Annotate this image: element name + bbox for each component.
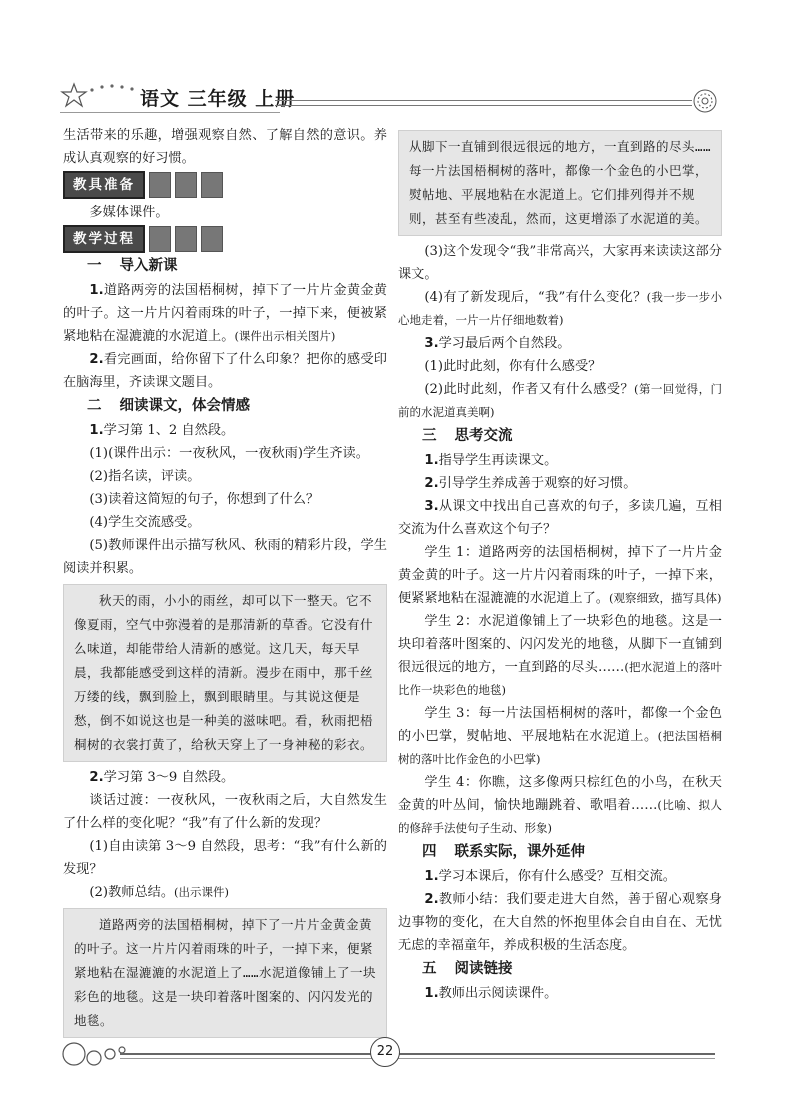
- intro-text: 生活带来的乐趣，增强观察自然、了解自然的意识。养成认真观察的好习惯。: [63, 128, 387, 166]
- student-answer: 学生 1：道路两旁的法国梧桐树，掉下了一片片金黄金黄的叶子。这一片片闪着雨珠的叶子，一掉下来，便紧紧地粘在湿漉漉的水泥道上了。(观察细致，描写具体): [398, 545, 722, 606]
- star-decoration-icon: [60, 78, 140, 114]
- excerpt-box: 秋天的雨，小小的雨丝，却可以下一整天。它不像夏雨，空气中弥漫着的是那清新的草香。它没有什么味道，却能带给人清新的感觉。这几天，每天早晨，我都能感受到这样的清新。漫步在雨中，那千丝万缕的线，飘到脸上，飘到眼睛里。与其说这便是愁，倒不如说这也是一种美的滋味吧。看，秋雨把梧桐树的衣裳打黄了，给秋天穿上了一身神秘的彩衣。: [63, 584, 387, 762]
- label-square: [201, 226, 223, 252]
- section-heading-2: 二 细读课文，体会情感: [87, 398, 250, 414]
- excerpt-box: 从脚下一直铺到很远很远的地方，一直到路的尽头……每一片法国梧桐树的落叶，都像一个金色的小巴掌，熨帖地、平展地粘在水泥道上。它们排列得并不规则，甚至有些凌乱，然而，这更增添了水泥道的美。: [398, 130, 722, 236]
- list-item: (2)此时此刻，作者又有什么感受？(第一回觉得，门前的水泥道真美啊): [398, 382, 722, 419]
- section-heading-3: 三 思考交流: [422, 428, 513, 444]
- paragraph: 2.教师小结：我们要走进大自然，善于留心观察身边事物的变化，在大自然的怀抱里体会自由自在、无忧无虑的幸福童年，养成积极的生活态度。: [398, 892, 722, 953]
- process-label: 教学过程: [63, 225, 145, 253]
- section-heading-1: 一 导入新课: [87, 258, 178, 274]
- list-item: (1)此时此刻，你有什么感受？: [424, 359, 602, 374]
- list-item: (1)自由读第 3～9 自然段，思考：“我”有什么新的发现？: [63, 839, 387, 877]
- header-underline: [60, 112, 280, 113]
- page-header: [0, 0, 800, 120]
- paragraph: 3.从课文中找出自己喜欢的句子，多读几遍，互相交流为什么喜欢这个句子？: [398, 499, 722, 537]
- student-answer: 学生 2：水泥道像铺上了一块彩色的地毯。这是一块印着落叶图案的、闪闪发光的地毯，从脚下一直铺到很远很远的地方，一直到路的尽头……(把水泥道上的落叶比作一块彩色的地毯): [398, 614, 722, 697]
- list-item: (4)有了新发现后，“我”有什么变化？(我一步一步小心地走着，一片一片仔细地数着): [398, 290, 722, 327]
- label-square: [175, 172, 197, 198]
- list-item: (5)教师课件出示描写秋风、秋雨的精彩片段，学生阅读并积累。: [63, 538, 387, 576]
- tools-label-row: [63, 171, 387, 199]
- label-square: [201, 172, 223, 198]
- right-column: [398, 124, 722, 1005]
- bubbles-decoration-icon: [60, 1030, 130, 1070]
- label-square: [149, 226, 171, 252]
- excerpt-box: 道路两旁的法国梧桐树，掉下了一片片金黄金黄的叶子。这一片片闪着雨珠的叶子，一掉下来，便紧紧地粘在湿漉漉的水泥道上了……水泥道像铺上了一块彩色的地毯。这是一块印着落叶图案的、闪闪发光的地毯。: [63, 908, 387, 1038]
- list-item: (2)指名读，评读。: [89, 469, 201, 484]
- list-item: (3)读着这简短的句子，你想到了什么？: [89, 492, 320, 507]
- transition-text: 谈话过渡：一夜秋风，一夜秋雨之后，大自然发生了什么样的变化呢？“我”有了什么新的发现？: [63, 793, 387, 831]
- paragraph: 2.引导学生养成善于观察的好习惯。: [424, 476, 637, 491]
- label-square: [149, 172, 171, 198]
- paragraph: 1.教师出示阅读课件。: [424, 986, 558, 1001]
- book-title: 语文 三年级 上册: [140, 88, 296, 110]
- section-heading-4: 四 联系实际，课外延伸: [422, 844, 585, 860]
- footer-underline: [120, 1058, 715, 1059]
- paragraph: 3.学习最后两个自然段。: [424, 336, 571, 351]
- process-label-row: [63, 225, 387, 253]
- paragraph: 1.道路两旁的法国梧桐树，掉下了一片片金黄金黄的叶子。这一片片闪着雨珠的叶子，一掉下来，便被紧紧地粘在湿漉漉的水泥道上。(课件出示相关图片): [63, 283, 387, 344]
- tools-label: 教具准备: [63, 171, 145, 199]
- paragraph: 1.指导学生再读课文。: [424, 453, 558, 468]
- paragraph: 2.学习第 3～9 自然段。: [89, 770, 235, 785]
- list-item: (3)这个发现令“我”非常高兴，大家再来读读这部分课文。: [398, 244, 722, 282]
- left-column: [63, 124, 387, 1042]
- page-number: 22: [370, 1037, 400, 1067]
- paragraph: 1.学习本课后，你有什么感受？互相交流。: [424, 869, 676, 884]
- list-item: (4)学生交流感受。: [89, 515, 201, 530]
- swirl-decoration-icon: [690, 86, 720, 116]
- paragraph: 1.学习第 1、2 自然段。: [89, 423, 235, 438]
- paragraph: 2.看完画面，给你留下了什么印象？把你的感受印在脑海里，齐读课文题目。: [63, 352, 387, 390]
- section-heading-5: 五 阅读链接: [422, 961, 513, 977]
- student-answer: 学生 4：你瞧，这多像两只棕红色的小鸟，在秋天金黄的叶丛间，愉快地蹦跳着、歌唱着……(比喻、拟人的修辞手法使句子生动、形象): [398, 775, 722, 835]
- label-square: [175, 226, 197, 252]
- tools-text: 多媒体课件。: [89, 205, 169, 220]
- student-answer: 学生 3：每一片法国梧桐树的落叶，都像一个金色的小巴掌，熨帖地、平展地粘在水泥道上。(把法国梧桐树的落叶比作金色的小巴掌): [398, 706, 722, 766]
- list-item: (2)教师总结。(出示课件): [89, 885, 229, 900]
- list-item: (1)(课件出示：一夜秋风，一夜秋雨)学生齐读。: [89, 446, 369, 461]
- footer-divider: [120, 1053, 715, 1055]
- header-divider: [275, 100, 692, 106]
